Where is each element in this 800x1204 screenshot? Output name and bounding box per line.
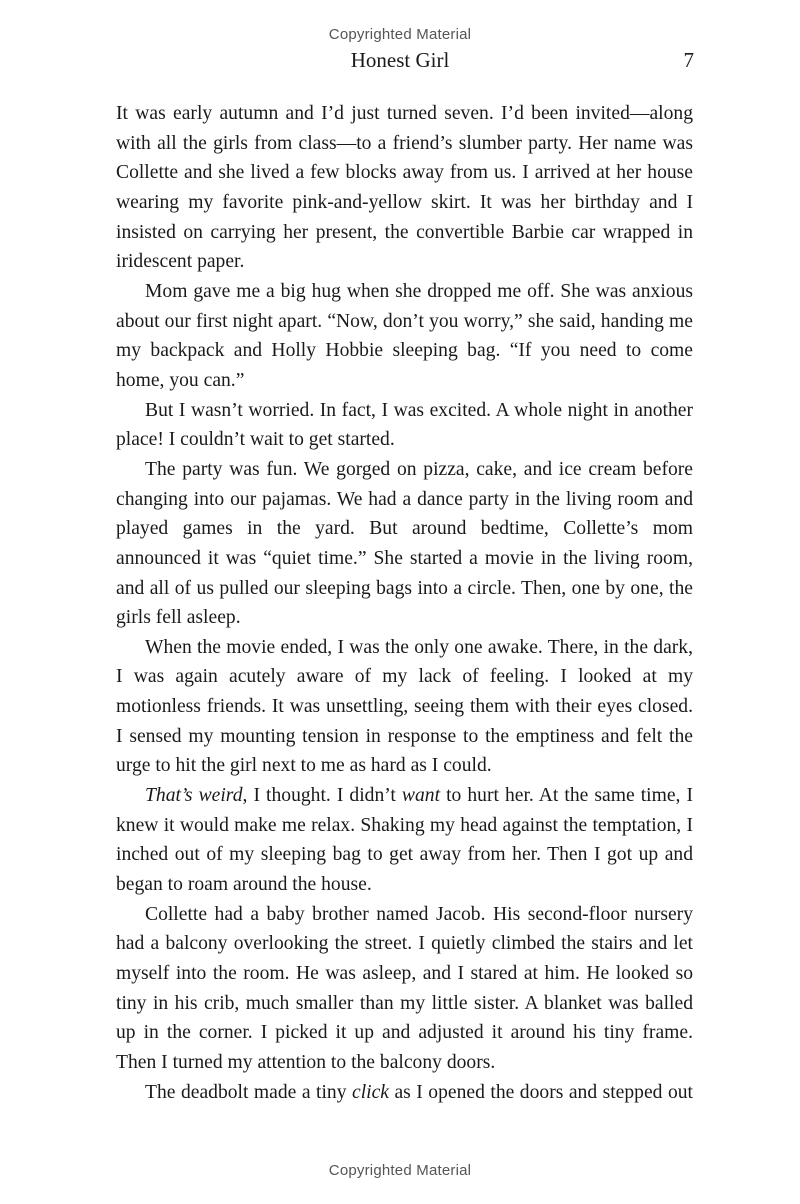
paragraph-8-text-b: as I opened the doors and stepped out [388, 1081, 693, 1103]
paragraph-2: Mom gave me a big hug when she dropped me off. She was anxious about our first night apart. “Now, don’t you worry,” she said, handing me my backpack and Holly Hobbie sleeping bag. “If you need to come home, you can.” [116, 280, 693, 391]
paragraph-6-text-b: to hurt her. At the same time, I knew it would make me relax. Shaking my head against the temptation, I inched out of my sleeping bag to get away from her. Then I got up and began to roam around the house. [116, 785, 693, 896]
copyright-watermark-top: Copyrighted Material [328, 26, 472, 43]
italic-thats-weird: That’s weird [145, 785, 243, 807]
paragraph-4: The party was fun. We gorged on pizza, cake, and ice cream before changing into our pajamas. We had a dance party in the living room and played games in the yard. But around bedtime, Collette’s mom announced it was “quiet time.” She started a movie in the living room, and all of us pulled our sleeping bags into a circle. Then, one by one, the girls fell asleep. [116, 458, 693, 629]
page-number: 7 [683, 48, 694, 72]
paragraph-6 [116, 781, 693, 900]
paragraph-3: But I wasn’t worried. In fact, I was excited. A whole night in another place! I couldn’t wait to get started. [116, 399, 693, 451]
paragraph-7: Collette had a baby brother named Jacob. His second-floor nursery had a balcony overlooking the street. I quietly climbed the stairs and let myself into the room. He was asleep, and I stared at him. He looked so tiny in his crib, much smaller than my little sister. A blanket was balled up in the corner. I picked it up and adjusted it around his tiny frame. Then I turned my attention to the balcony doors. [116, 903, 693, 1073]
body-text [116, 99, 693, 1107]
paragraph-6-text-a: , I thought. I didn’t [242, 785, 402, 807]
paragraph-8 [116, 1078, 693, 1108]
running-title: Honest Girl [350, 48, 450, 72]
paragraph-5: When the movie ended, I was the only one awake. There, in the dark, I was again acutely aware of my lack of feeling. I looked at my motionless friends. It was unsettling, seeing them with their eyes closed. I sensed my mounting tension in response to the emptiness and felt the urge to hit the girl next to me as hard as I could. [116, 636, 693, 777]
copyright-watermark-bottom: Copyrighted Material [328, 1162, 472, 1179]
paragraph-8-text-a: The deadbolt made a tiny [145, 1081, 352, 1103]
paragraph-1: It was early autumn and I’d just turned seven. I’d been invited—along with all the girls from class—to a friend’s slumber party. Her name was Collette and she lived a few blocks away from us. I arrived at her house wearing my favorite pink-and-yellow skirt. It was her birthday and I insisted on carrying her present, the convertible Barbie car wrapped in iridescent paper. [116, 103, 693, 273]
italic-want: want [401, 785, 441, 807]
italic-click: click [352, 1081, 389, 1103]
running-head [0, 48, 800, 76]
